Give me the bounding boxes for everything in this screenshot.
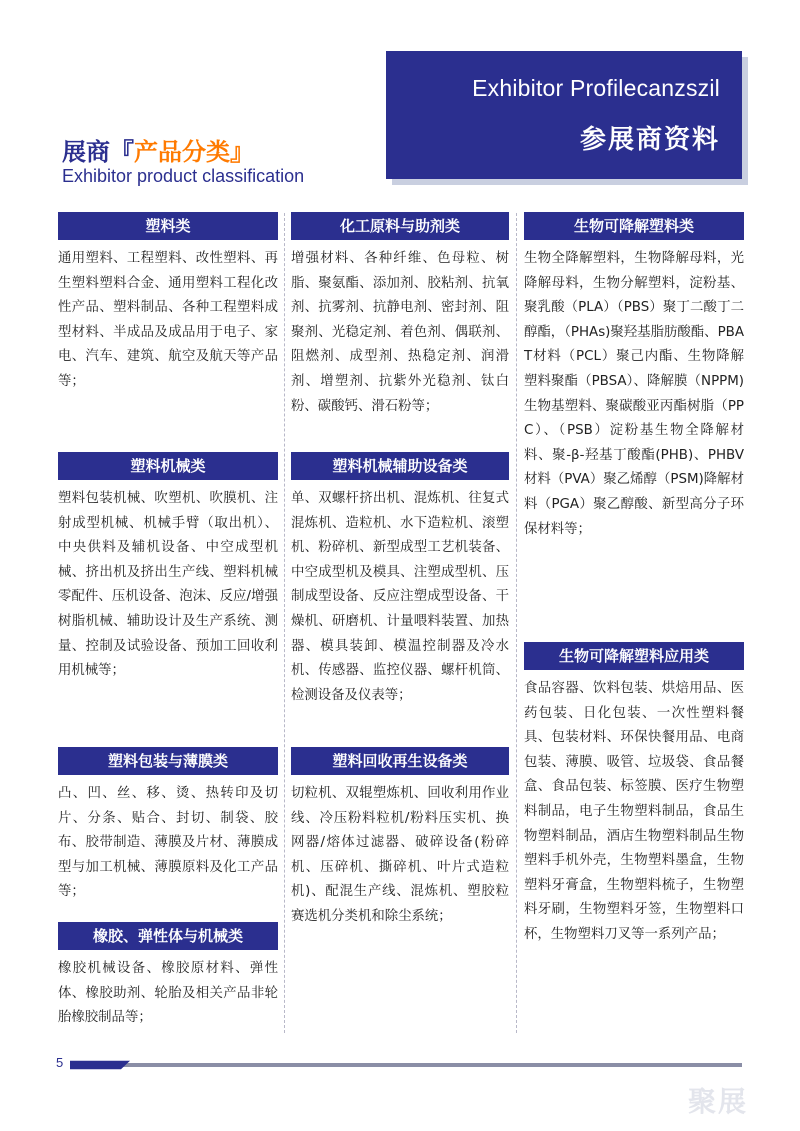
category-title: 塑料机械辅助设备类 [291, 452, 509, 480]
column-divider [516, 213, 517, 1033]
footer-accent-bar [70, 1058, 130, 1072]
category-block [291, 452, 509, 747]
banner-title-en: Exhibitor Profilecanzszil [472, 75, 720, 101]
category-block [291, 212, 509, 452]
category-block [58, 747, 278, 922]
column-divider [284, 213, 285, 1033]
category-description: 生物全降解塑料，生物降解母料，光降解母料，生物分解塑料，淀粉基、聚乳酸（PLA）（PBS）聚丁二酸丁二醇酯，（PHAs)聚羟基脂肪酸酯、PBAT材料（PCL）聚己内酯、生物降解塑料聚酯（PBSA）、降解膜（NPPM)生物基塑料、聚碳酸亚丙酯树脂（PPC）、（PSB）淀粉基生物全降解材料、聚-β-羟基丁酸酯(PHB)、PHBV材料（PVA）聚乙烯醇（PSM)降解材料（PGA）聚乙醇酸、新型高分子环保材料等； [524, 251, 744, 537]
heading-accent: 产品分类 [134, 138, 230, 166]
category-description: 增强材料、各种纤维、色母粒、树脂、聚氨酯、添加剂、胶粘剂、抗氧剂、抗雾剂、抗静电剂、密封剂、阻聚剂、光稳定剂、着色剂、偶联剂、阻燃剂、成型剂、热稳定剂、润滑剂、增塑剂、抗紫外光稳剂、钛白粉、碳酸钙、滑石粉等； [291, 251, 509, 414]
category-description: 食品容器、饮料包装、烘焙用品、医药包装、日化包装、一次性塑料餐具、包装材料、环保快餐用品、电商包装、薄膜、吸管、垃圾袋、食品餐盒、食品包装、标签膜、医疗生物塑料制品，电子生物塑料制品，食品生物塑料制品，酒店生物塑料制品生物塑料手机外壳，生物塑料墨盒，生物塑料牙膏盒，生物塑料梳子，生物塑料牙刷，生物塑料牙签，生物塑料口杯，生物塑料刀叉等一系列产品； [524, 681, 744, 942]
category-block [58, 922, 278, 1031]
banner-title-zh: 参展商资料 [579, 125, 720, 155]
section-subtitle: Exhibitor product classification [62, 166, 305, 186]
category-block [291, 747, 509, 930]
watermark-logo: 聚展 [688, 1085, 749, 1118]
category-title: 化工原料与助剂类 [291, 212, 509, 240]
footer-rule [70, 1063, 742, 1067]
category-description: 单、双螺杆挤出机、混炼机、往复式混炼机、造粒机、水下造粒机、滚塑机、粉碎机、新型成型工艺机装备、中空成型机及模具、注塑成型机、压制成型设备、反应注塑成型设备、干燥机、研磨机、计量喂料装置、加热器、模具装卸、模温控制器及冷水机、传感器、监控仪器、螺杆机筒、检测设备及仪表等； [291, 491, 509, 703]
section-heading [62, 132, 254, 167]
category-title: 生物可降解塑料类 [524, 212, 744, 240]
page-number: 5 [56, 1055, 64, 1070]
heading-prefix: 展商『 [62, 138, 134, 166]
category-block [524, 212, 744, 642]
category-column-3 [524, 212, 744, 948]
category-title: 塑料机械类 [58, 452, 278, 480]
category-block [58, 212, 278, 452]
category-description: 塑料包装机械、吹塑机、吹膜机、注射成型机械、机械手臂（取出机）、中央供料及辅机设备、中空成型机械、挤出机及挤出生产线、塑料机械零配件、压机设备、泡沫、反应/增强树脂机械、辅助设计及生产系统、测量、控制及试验设备、预加工回收利用机械等； [58, 491, 278, 679]
category-description: 凸、凹、丝、移、烫、热转印及切片、分条、贴合、封切、制袋、胶布、胶带制造、薄膜及片材、薄膜成型与加工机械、薄膜原料及化工产品等； [58, 786, 278, 900]
category-column-2 [291, 212, 509, 930]
category-description: 通用塑料、工程塑料、改性塑料、再生塑料塑料合金、通用塑料工程化改性产品、塑料制品、各种工程塑料成型材料、半成品及成品用于电子、家电、汽车、建筑、航空及航天等产品等； [58, 251, 278, 389]
category-title: 塑料回收再生设备类 [291, 747, 509, 775]
heading-suffix: 』 [230, 138, 254, 166]
category-description: 橡胶机械设备、橡胶原材料、弹性体、橡胶助剂、轮胎及相关产品非轮胎橡胶制品等； [58, 961, 278, 1026]
category-column-1 [58, 212, 278, 1031]
category-block [524, 642, 744, 948]
category-title: 塑料类 [58, 212, 278, 240]
category-title: 橡胶、弹性体与机械类 [58, 922, 278, 950]
category-description: 切粒机、双辊塑炼机、回收利用作业线、冷压粉料粒机/粉料压实机、换网器/熔体过滤器、破碎设备(粉碎机、压碎机、撕碎机、叶片式造粒机)、配混生产线、混炼机、塑胶粒赛选机分类机和除尘系统； [291, 786, 509, 924]
category-block [58, 452, 278, 747]
category-title: 生物可降解塑料应用类 [524, 642, 744, 670]
category-title: 塑料包装与薄膜类 [58, 747, 278, 775]
profile-banner [386, 51, 742, 179]
